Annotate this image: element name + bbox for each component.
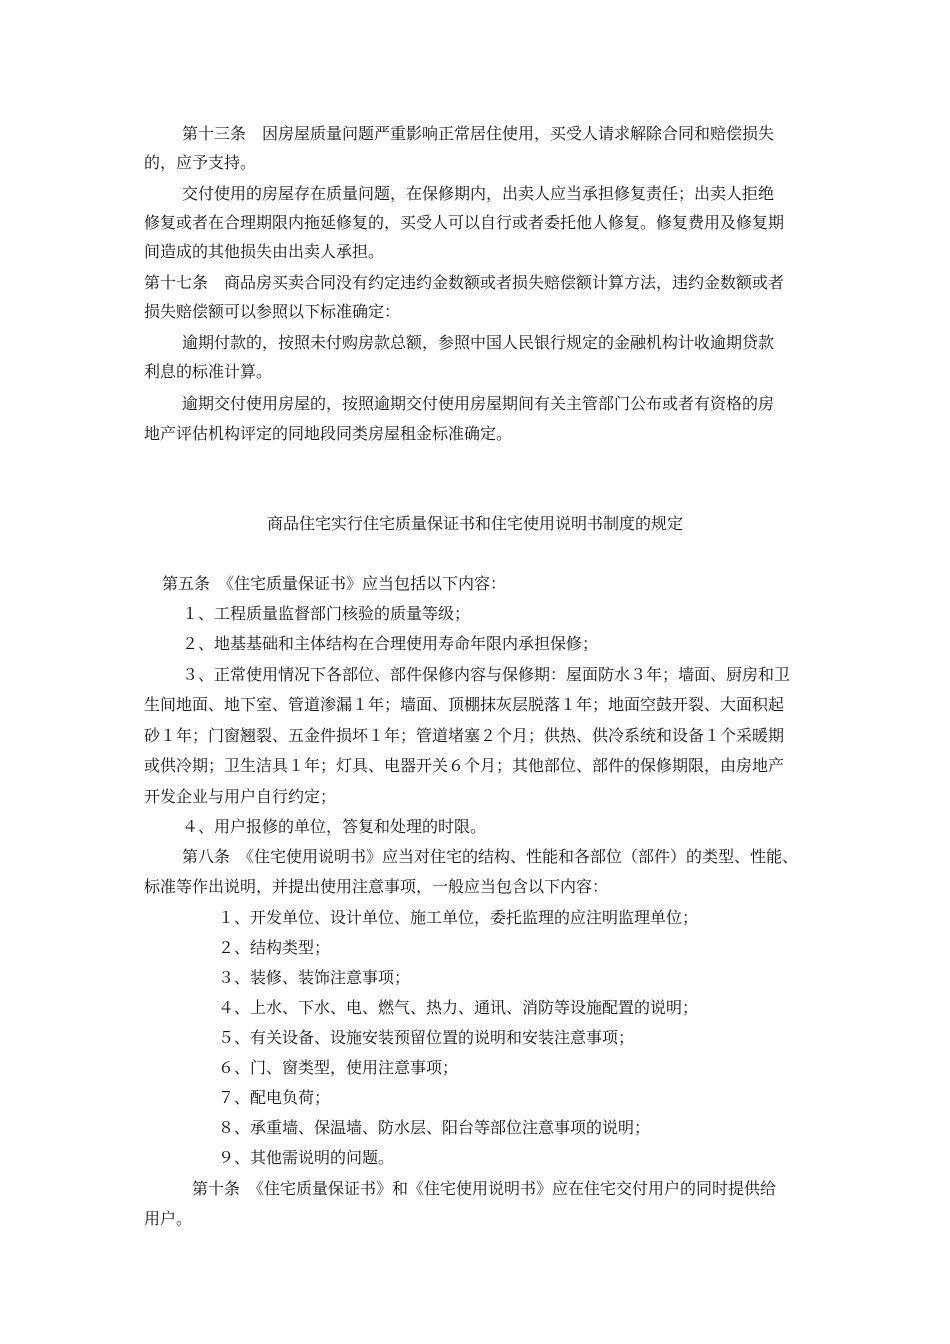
paragraph-line: 交付使用的房屋存在质量问题，在保修期内，出卖人应当承担修复责任；出卖人拒绝 [182,184,775,203]
paragraph-line: 标准等作出说明，并提出使用注意事项，一般应当包含以下内容： [144,877,609,896]
list-item: １、开发单位、设计单位、施工单位，委托监理的应注明监理单位； [218,908,699,927]
list-item: ３、正常使用情况下各部位、部件保修内容与保修期：屋面防水３年；墙面、厨房和卫 [182,665,791,684]
list-item: ９、其他需说明的问题。 [218,1148,395,1167]
list-item: ４、用户报修的单位，答复和处理的时限。 [182,817,487,836]
list-item: ６、门、窗类型，使用注意事项； [218,1058,459,1077]
list-item: ７、配电负荷； [218,1088,331,1107]
paragraph-line: 逾期交付使用房屋的，按照逾期交付使用房屋期间有关主管部门公布或者有资格的房 [182,394,775,413]
paragraph-line: 的，应予支持。 [144,153,257,172]
list-item: ３、装修、装饰注意事项； [218,968,411,987]
paragraph-line: 损失赔偿额可以参照以下标准确定： [144,302,401,321]
paragraph-line: 修复或者在合理期限内拖延修复的，买受人可以自行或者委托他人修复。修复费用及修复期 [144,213,785,232]
paragraph-line: 逾期付款的，按照未付购房款总额，参照中国人民银行规定的金融机构计收逾期贷款 [182,333,775,352]
paragraph-line: 地产评估机构评定的同地段同类房屋租金标准确定。 [144,424,513,443]
paragraph-line: 第十条 《住宅质量保证书》和《住宅使用说明书》应在住宅交付用户的同时提供给 [192,1179,777,1198]
paragraph-line: 第十七条 商品房买卖合同没有约定违约金数额或者损失赔偿额计算方法，违约金数额或者 [144,273,785,292]
paragraph-line: 砂１年；门窗翘裂、五金件损坏１年；管道堵塞２个月；供热、供冷系统和设备１个采暖期 [144,726,785,745]
paragraph-line: 第五条 《住宅质量保证书》应当包括以下内容： [162,574,507,593]
paragraph-line: 第八条 《住宅使用说明书》应当对住宅的结构、性能和各部位（部件）的类型、性能、 [182,847,799,866]
list-item: ８、承重墙、保温墙、防水层、阳台等部位注意事项的说明； [218,1118,651,1137]
paragraph-line: 利息的标准计算。 [144,362,273,381]
paragraph-line: 间造成的其他损失由出卖人承担。 [144,242,385,261]
section-title: 商品住宅实行住宅质量保证书和住宅使用说明书制度的规定 [266,514,683,533]
paragraph-line: 第十三条 因房屋质量问题严重影响正常居住使用，买受人请求解除合同和赔偿损失 [182,124,775,143]
paragraph-line: 或供冷期；卫生洁具１年；灯具、电器开关６个月；其他部位、部件的保修期限，由房地产 [144,756,785,775]
list-item: ５、有关设备、设施安装预留位置的说明和安装注意事项； [218,1028,635,1047]
list-item: ４、上水、下水、电、燃气、热力、通讯、消防等设施配置的说明； [218,998,699,1017]
list-item: ２、地基基础和主体结构在合理使用寿命年限内承担保修； [182,634,599,653]
list-item: １、工程质量监督部门核验的质量等级； [182,604,471,623]
paragraph-line: 生间地面、地下室、管道渗漏１年；墙面、顶棚抹灰层脱落１年；地面空鼓开裂、大面积起 [144,695,785,714]
paragraph-line: 用户。 [144,1209,193,1228]
list-item: ２、结构类型； [218,938,331,957]
paragraph-line: 开发企业与用户自行约定； [144,787,337,806]
